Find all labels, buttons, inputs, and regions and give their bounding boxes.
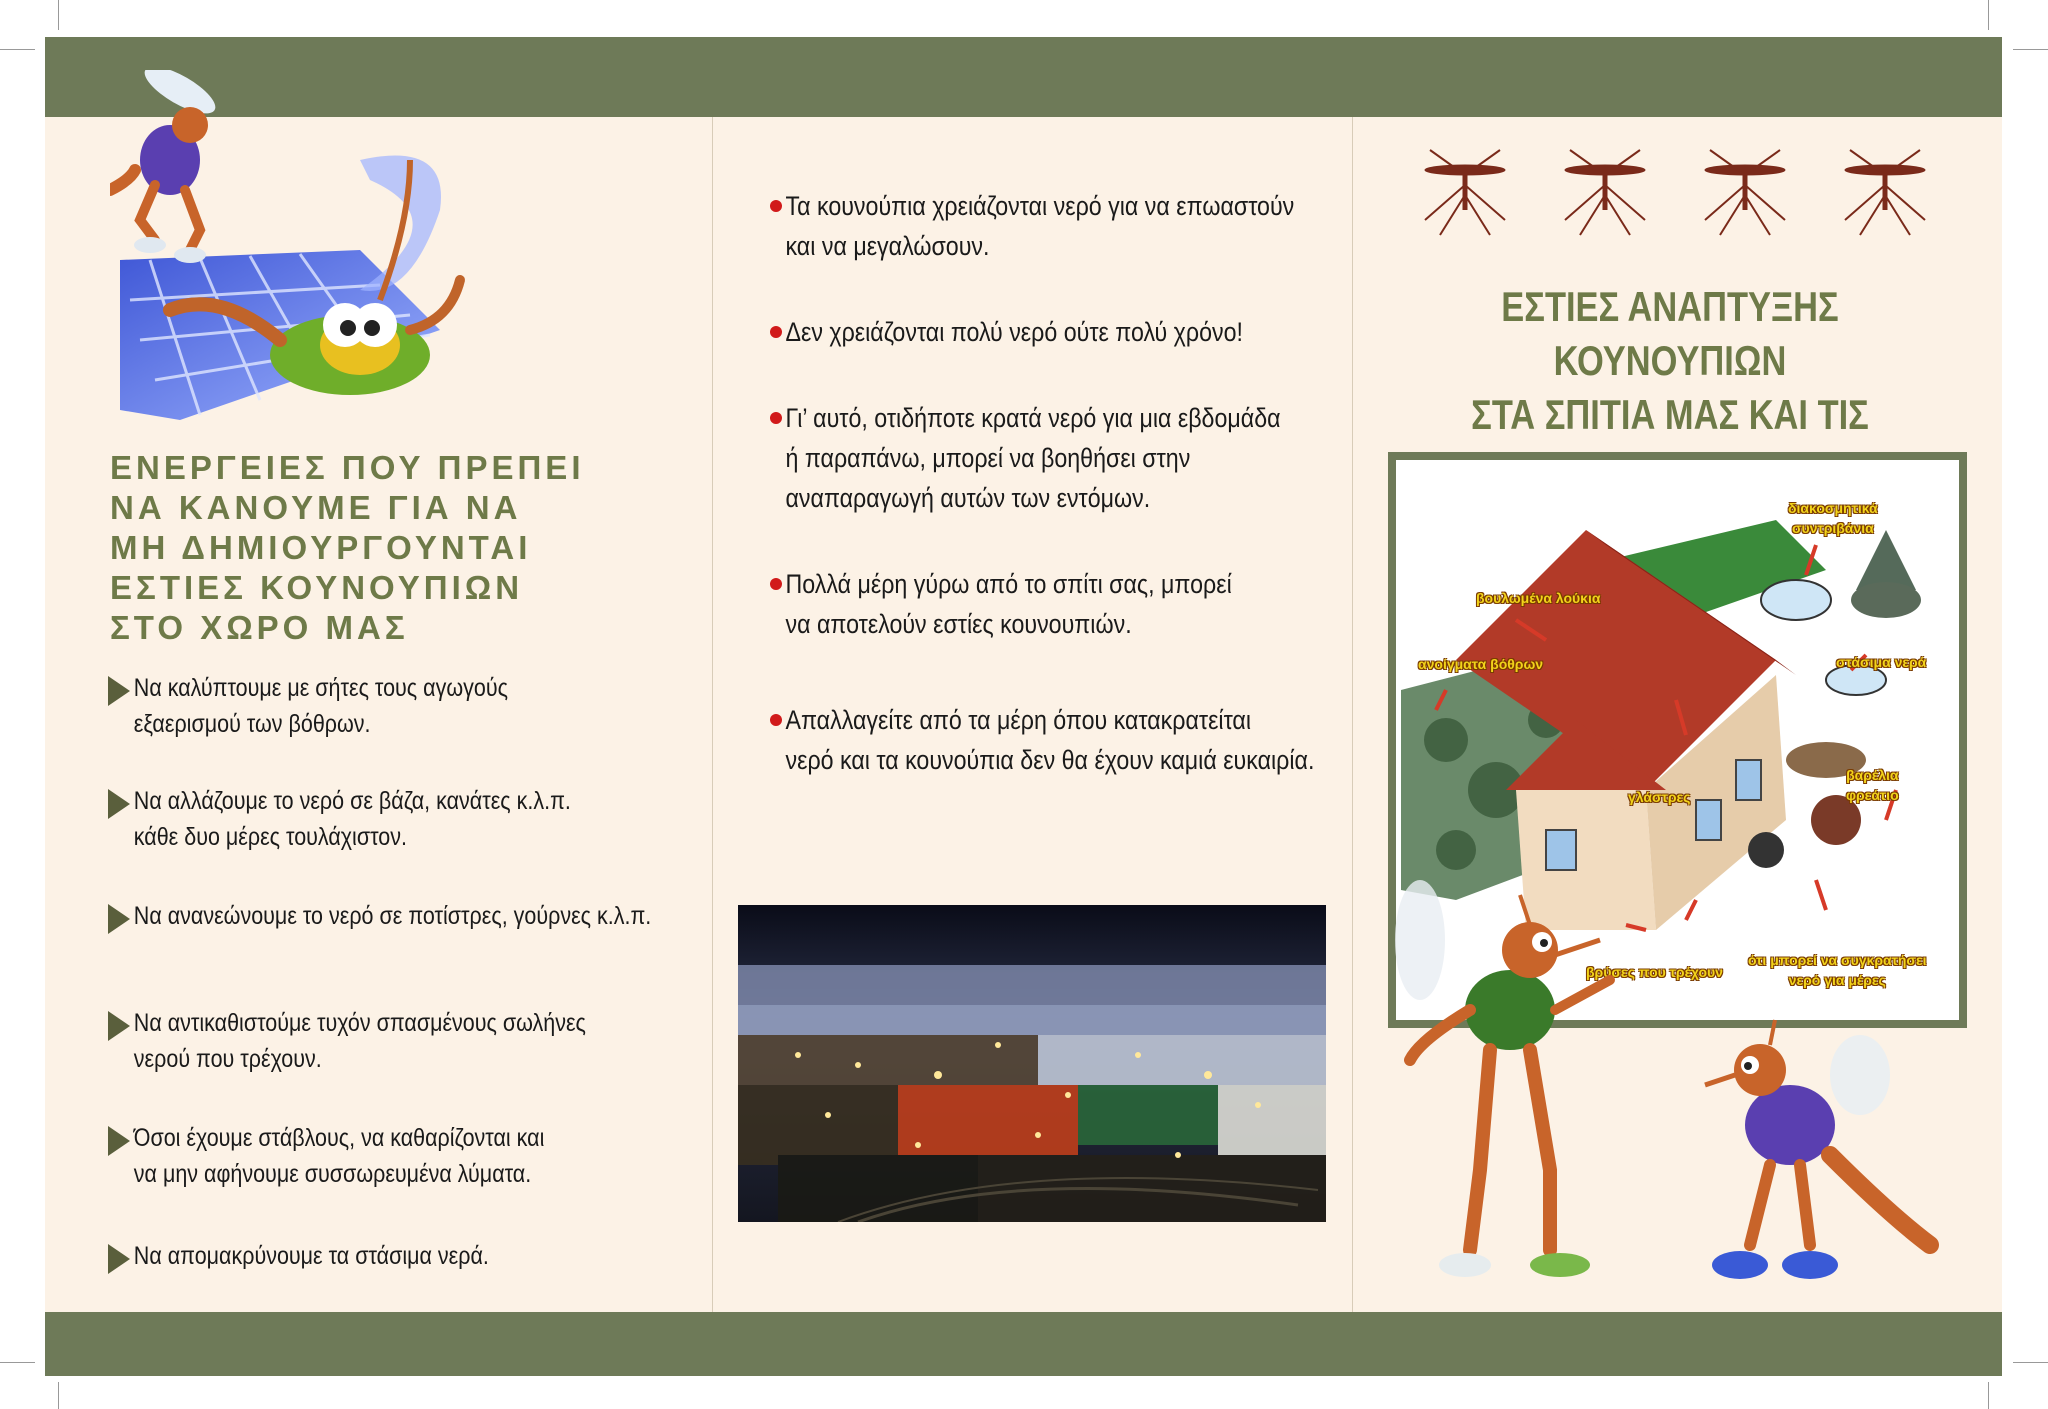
tip-item xyxy=(108,670,708,742)
left-heading-line: ΣΤΟ ΧΩΡΟ ΜΑΣ xyxy=(110,609,409,646)
left-heading-line: ΜΗ ΔΗΜΙΟΥΡΓΟΥΝΤΑΙ xyxy=(110,529,532,566)
label-vents: ανοίγματα βόθρων xyxy=(1418,656,1544,672)
label-taps: βρύσες που τρέχουν xyxy=(1586,964,1723,980)
fact-item xyxy=(770,700,1370,780)
tip-text: Να καλύπτουμε με σήτες τους αγωγούς εξαερισμού των βόθρων. xyxy=(133,674,508,738)
crop-mark xyxy=(0,49,35,50)
night-market-photo xyxy=(738,905,1326,1222)
fact-item xyxy=(770,312,1370,352)
left-heading-line: ΝΑ ΚΑΝΟΥΜΕ ΓΙΑ ΝΑ xyxy=(110,489,522,526)
tip-text: Να αντικαθιστούμε τυχόν σπασμένους σωλήνες νερού που τρέχουν. xyxy=(133,1009,586,1073)
left-heading xyxy=(110,448,585,648)
mosquito-cartoon-standing-right xyxy=(1690,1015,1950,1295)
left-heading-line: ΕΝΕΡΓΕΙΕΣ ΠΟΥ ΠΡΕΠΕΙ xyxy=(110,449,585,486)
crop-mark xyxy=(0,1362,35,1363)
tip-item xyxy=(108,1005,708,1077)
mosquito-cartoon-splat-illustration xyxy=(110,70,490,430)
mosquito-cartoon-standing-left xyxy=(1380,880,1660,1290)
fact-text: Δεν χρειάζονται πολύ νερό ούτε πολύ χρόνο! xyxy=(785,317,1243,347)
tip-item xyxy=(108,783,708,855)
label-barrels: βαρέλια φρεάτιο xyxy=(1846,767,1899,803)
label-fountains: διακοσμητικά συντριβάνια xyxy=(1788,500,1878,536)
crop-mark xyxy=(2013,1362,2048,1363)
fact-text: Γι’ αυτό, οτιδήποτε κρατά νερό για μια εβδομάδα ή παραπάνω, μπορεί να βοηθήσει στην αναπαραγωγή αυτών των εντόμων. xyxy=(785,403,1281,513)
fact-item xyxy=(770,564,1370,644)
tip-text: Να απομακρύνουμε τα στάσιμα νερά. xyxy=(133,1242,489,1270)
bottom-band xyxy=(45,1312,2002,1376)
crop-mark xyxy=(58,0,59,30)
crop-mark xyxy=(1988,1382,1989,1409)
left-heading-line: ΕΣΤΙΕΣ ΚΟΥΝΟΥΠΙΩΝ xyxy=(110,569,524,606)
label-stagnant-water: στάσιμα νερά xyxy=(1836,654,1927,670)
fact-text: Απαλλαγείτε από τα μέρη όπου κατακρατείται νερό και τα κουνούπια δεν θα έχουν καμιά ευκαιρία. xyxy=(785,705,1315,775)
mosquito-icon xyxy=(1565,150,1645,235)
right-heading-line: ΣΤΑ ΣΠΙΤΙΑ ΜΑΣ ΚΑΙ ΤΙΣ xyxy=(1471,391,1869,438)
crop-mark xyxy=(58,1382,59,1409)
tip-item xyxy=(108,898,708,934)
crop-mark xyxy=(1988,0,1989,30)
mosquito-icon xyxy=(1705,150,1785,235)
label-gutters: βουλωμένα λούκια xyxy=(1476,590,1601,606)
fact-text: Πολλά μέρη γύρω από το σπίτι σας, μπορεί να αποτελούν εστίες κουνουπιών. xyxy=(785,569,1232,639)
label-anything: ότι μπορεί να συγκρατήσει νερό για μέρες xyxy=(1748,952,1927,988)
right-heading-line: ΕΣΤΙΕΣ ΑΝΑΠΤΥΞΗΣ ΚΟΥΝΟΥΠΙΩΝ xyxy=(1501,283,1839,384)
tip-item xyxy=(108,1238,708,1274)
crop-mark xyxy=(2013,49,2048,50)
mosquito-icon xyxy=(1425,150,1505,235)
tip-text: Να ανανεώνουμε το νερό σε ποτίστρες, γούρνες κ.λ.π. xyxy=(133,902,652,930)
mosquito-icon xyxy=(1845,150,1925,235)
tip-text: Όσοι έχουμε στάβλους, να καθαρίζονται και να μην αφήνουμε συσσωρευμένα λύματα. xyxy=(133,1124,545,1188)
tip-text: Να αλλάζουμε το νερό σε βάζα, κανάτες κ.λ.π. κάθε δυο μέρες τουλάχιστον. xyxy=(133,787,571,851)
mosquito-silhouettes-row xyxy=(1395,130,1955,240)
tip-item xyxy=(108,1120,708,1192)
fact-item xyxy=(770,186,1370,266)
label-pots: γλάστρες xyxy=(1628,789,1691,805)
fact-item xyxy=(770,398,1370,518)
fact-text: Τα κουνούπια χρειάζονται νερό για να επωαστούν και να μεγαλώσουν. xyxy=(785,191,1295,261)
